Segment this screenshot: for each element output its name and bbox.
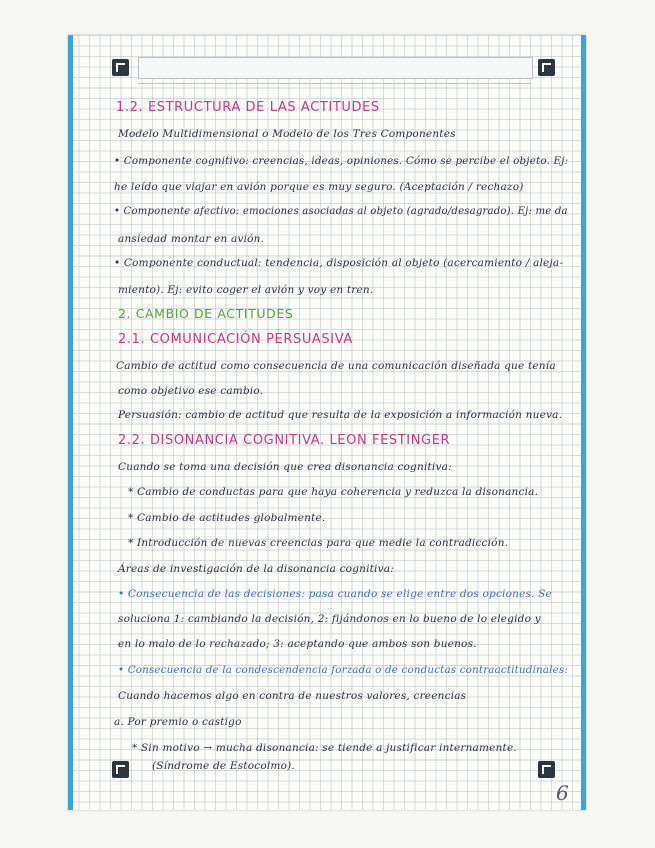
page-left-stripe: [68, 35, 73, 810]
text-line: • Componente cognitivo: creencias, ideas, opiniones. Cómo se percibe el objeto. Ej:: [114, 155, 569, 167]
heading-estructura-actitudes: 1.2. ESTRUCTURA DE LAS ACTITUDES: [116, 100, 380, 115]
text-line: Cuando hacemos algo en contra de nuestros valores, creencias: [118, 690, 467, 702]
text-line: como objetivo ese cambio.: [118, 385, 264, 397]
text-line: * Cambio de conductas para que haya coherencia y reduzca la disonancia.: [128, 486, 539, 498]
text-line: * Cambio de actitudes globalmente.: [128, 512, 326, 524]
text-line: ansiedad montar en avión.: [118, 233, 265, 245]
text-line: Áreas de investigación de la disonancia cognitiva:: [118, 563, 394, 575]
text-line: miento). Ej: evito coger el avión y voy en tren.: [118, 284, 374, 296]
text-line: Persuasión: cambio de actitud que resulta de la exposición a información nueva.: [118, 409, 563, 421]
text-line: Cuando se toma una decisión que crea disonancia cognitiva:: [118, 461, 452, 473]
text-line: Cambio de actitud como consecuencia de una comunicación diseñada que tenía: [116, 360, 556, 372]
text-line: soluciona 1: cambiando la decisión, 2: fijándonos en lo bueno de lo elegido y: [118, 613, 541, 625]
corner-mark-bottom-left-icon: [112, 761, 129, 778]
text-line: he leído que viajar en avión porque es muy seguro. (Aceptación / rechazo): [114, 181, 524, 193]
corner-mark-top-left-icon: [112, 59, 129, 76]
heading-cambio-actitudes: 2. CAMBIO DE ACTITUDES: [118, 306, 294, 321]
page-header-rule: [138, 83, 531, 84]
page-header-box: [138, 57, 533, 79]
text-line-blue: • Consecuencia de las decisiones: pasa cuando se elige entre dos opciones. Se: [118, 588, 552, 600]
corner-mark-top-right-icon: [538, 59, 555, 76]
text-line: * Sin motivo → mucha disonancia: se tiende a justificar internamente.: [132, 742, 517, 754]
text-line: * Introducción de nuevas creencias para que medie la contradicción.: [128, 537, 509, 549]
page-number: 6: [556, 781, 569, 805]
text-line: • Componente conductual: tendencia, disposición al objeto (acercamiento / aleja-: [114, 257, 564, 269]
heading-comunicacion-persuasiva: 2.1. COMUNICACIÓN PERSUASIVA: [118, 332, 353, 347]
text-line: • Componente afectivo: emociones asociadas al objeto (agrado/desagrado). Ej: me da: [114, 205, 568, 217]
page-right-stripe: [581, 35, 586, 810]
heading-disonancia-cognitiva: 2.2. DISONANCIA COGNITIVA. LEON FESTINGER: [118, 433, 451, 448]
text-line: a. Por premio o castigo: [114, 716, 242, 728]
text-line: Modelo Multidimensional o Modelo de los Tres Componentes: [118, 128, 456, 140]
text-line: en lo malo de lo rechazado; 3: aceptando que ambos son buenos.: [118, 638, 477, 650]
corner-mark-bottom-right-icon: [538, 761, 555, 778]
text-line: (Síndrome de Estocolmo).: [152, 760, 295, 772]
text-line-blue: • Consecuencia de la condescendencia forzada o de conductas contraactitudinales:: [118, 664, 569, 676]
